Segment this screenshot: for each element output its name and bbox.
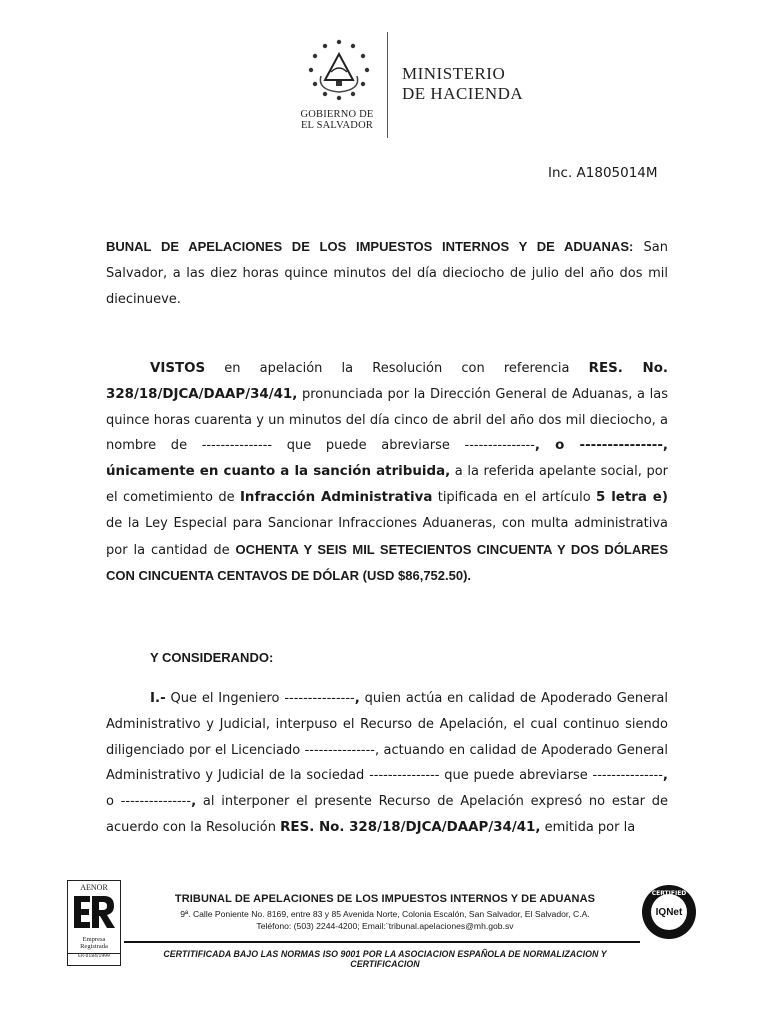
opening-paragraph xyxy=(106,234,668,312)
article-ref: 5 letra e) xyxy=(596,489,668,505)
fine-amount: OCHENTA Y SEIS MIL SETECIENTOS CINCUENTA Y DOS DÓLARES CON CINCUENTA CENTAVOS DE DÓLAR (USD $86,752.50). xyxy=(106,541,668,584)
footer-phone-email: Teléfono: (503) 2244-4200; Email:¨tribunal.apelaciones@mh.gob.sv xyxy=(256,921,514,931)
sanction-clause: únicamente en cuanto a la sanción atribuida, xyxy=(106,464,451,480)
cons-comma-1: , xyxy=(354,691,360,706)
vistos-text-2: pronunciada por la Dirección General de Aduanas, a las quince horas cuarenta y un minutos del día cinco de abril del año dos mil dieciocho, a nombre de --------------- que puede abreviarse --------------- xyxy=(106,386,668,454)
cons-comma-2: , xyxy=(662,768,668,784)
section-number: I.- xyxy=(150,691,166,706)
considerando-heading: Y CONSIDERANDO: xyxy=(150,650,274,665)
resolution-ref: RES. No. 328/18/DJCA/DAAP/34/41, xyxy=(106,361,668,402)
vistos-paragraph xyxy=(106,356,668,590)
ministry-line-1: MINISTERIO xyxy=(402,64,506,83)
gov-line-1: GOBIERNO DE xyxy=(300,109,374,120)
iqnet-ring-text: CERTIFIED xyxy=(651,890,687,897)
ministry-line-2: DE HACIENDA xyxy=(402,84,524,103)
footer-tribunal-name: TRIBUNAL DE APELACIONES DE LOS IMPUESTOS INTERNOS Y DE ADUANAS xyxy=(174,893,596,905)
header-divider xyxy=(387,32,388,138)
resolution-ref-2: RES. No. 328/18/DJCA/DAAP/34/41, xyxy=(280,819,541,835)
government-label xyxy=(292,109,382,131)
tribunal-heading: BUNAL DE APELACIONES DE LOS IMPUESTOS INTERNOS Y DE ADUANAS: xyxy=(106,239,634,254)
footer-contact xyxy=(150,908,620,932)
vistos-label: VISTOS xyxy=(150,361,206,376)
aenor-certification-logo xyxy=(67,880,121,966)
footer-divider xyxy=(124,941,640,943)
case-reference: Inc. A1805014M xyxy=(548,165,658,181)
footer-address: 9ª. Calle Poniente No. 8169, entre 83 y 85 Avenida Norte, Colonia Escalón, San Salvador, El Salvador, C.A. xyxy=(180,909,590,919)
vistos-text-5: tipificada en el artículo xyxy=(432,489,597,505)
coat-of-arms-seal xyxy=(303,34,375,106)
iqnet-certification-logo xyxy=(641,884,697,940)
infraction-type: Infracción Administrativa xyxy=(239,489,433,505)
opening-text: San Salvador, a las diez horas quince minutos del día dieciocho de julio del año dos mil diecinueve. xyxy=(106,240,668,307)
vistos-text-6: de la Ley Especial para Sancionar Infracciones Aduaneras, con multa administrativa por la cantidad de xyxy=(106,515,668,558)
vistos-text-3: , o ---------------, xyxy=(534,438,669,454)
considerando-paragraph-1 xyxy=(106,686,668,841)
footer-certification: CERTITIFICADA BAJO LAS NORMAS ISO 9001 POR LA ASOCIACION ESPAÑOLA DE NORMALIZACION Y CERTIFICACION xyxy=(163,949,607,969)
cons-comma-3: , xyxy=(191,794,197,810)
iqnet-label: IQNet xyxy=(655,907,683,918)
cons-text-2: quien actúa en calidad de Apoderado General Administrativo y Judicial, interpuso el Recurso de Apelación, el cual continuo siendo diligenciado por el Licenciado ---------------, actuando en calidad de Apoderado General Administrativo y Judicial de la sociedad --------------- que puede abreviarse --------------- xyxy=(106,691,668,784)
aenor-sub-2: Registrada xyxy=(80,943,108,950)
cons-text-4: al interponer el presente Recurso de Apelación expresó no estar de acuerdo con la Resolución xyxy=(106,794,669,835)
cons-text-5: emitida por la xyxy=(540,819,636,835)
vistos-text-4: a la referida apelante social, por el cometimiento de xyxy=(106,464,668,505)
aenor-label: AENOR xyxy=(80,883,108,892)
vistos-text-1: en apelación la Resolución con referencia xyxy=(205,361,589,376)
ministry-name xyxy=(402,64,523,104)
aenor-code: ER-0184/1999 xyxy=(68,953,120,959)
cons-text-1: Que el Ingeniero --------------- xyxy=(165,691,355,706)
gov-line-2: EL SALVADOR xyxy=(300,120,374,131)
er-mark xyxy=(68,892,120,932)
cons-text-3: o --------------- xyxy=(106,794,192,810)
aenor-sub-1: Empresa xyxy=(82,936,106,943)
